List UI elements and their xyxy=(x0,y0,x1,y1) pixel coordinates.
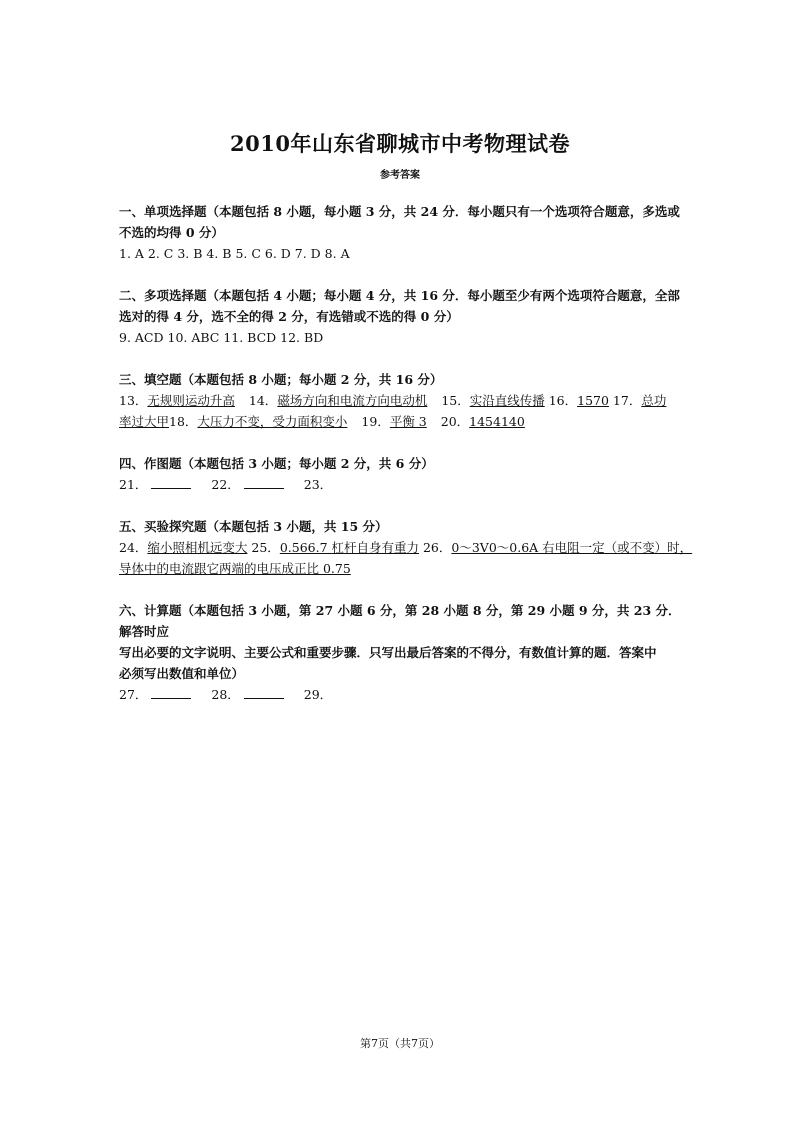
answer-line xyxy=(119,684,689,705)
answer-text: 磁场方向和电流方向电动机 xyxy=(277,393,428,408)
question-number: 15． xyxy=(441,393,470,408)
page-subtitle: 参考答案 xyxy=(380,170,420,181)
question-number: 17． xyxy=(612,393,642,408)
question-number: 24． xyxy=(119,540,148,555)
answer-text: 实沿直线传播 xyxy=(469,393,545,408)
question-number: 14． xyxy=(248,393,278,408)
answer-blank xyxy=(151,476,191,489)
answer-text: 大压力不变，受力面积变小 xyxy=(197,414,348,429)
answer-blank xyxy=(244,476,284,489)
answer-text: 总功 xyxy=(641,393,667,408)
answer-text: 1454140 xyxy=(469,414,525,429)
section-heading-cont: 选对的得 4 分，选不全的得 2 分，有选错或不选的得 0 分） xyxy=(119,309,459,324)
answer-text: 无规则运动升高 xyxy=(147,393,235,408)
answer-text: 0～3V0～0.6A 右电阻一定（或不变）时， xyxy=(451,540,693,555)
answer-text: 导体中的电流跟它两端的电压成正比 0.75 xyxy=(119,561,351,576)
answer-text: 缩小照相机远变大 xyxy=(147,540,248,555)
question-number: 25． xyxy=(251,540,280,555)
section-heading: 二、多项选择题（本题包括 4 小题；每小题 4 分，共 16 分．每小题至少有两个选项符合题意，全部 xyxy=(119,288,680,303)
answer-text: 0.566.7 杠杆自身有重力 xyxy=(279,540,419,555)
page-footer: 第7页（共7页） xyxy=(360,1037,440,1050)
answer-text: 1570 xyxy=(577,393,609,408)
section-heading-cont: 写出必要的文字说明、主要公式和重要步骤．只写出最后答案的不得分，有数值计算的题．答案中 xyxy=(119,645,657,660)
section-heading: 五、买验探究题（本题包括 3 小题，共 15 分） xyxy=(119,519,388,534)
answer-line xyxy=(119,390,689,411)
question-number: 27． xyxy=(119,687,148,702)
answer-blank xyxy=(151,686,191,699)
answer-line: 9. ACD 10. ABC 11. BCD 12. BD xyxy=(119,330,324,345)
section-fill-in xyxy=(119,369,689,432)
question-number: 18． xyxy=(169,414,198,429)
question-number: 16． xyxy=(548,393,578,408)
section-heading: 四、作图题（本题包括 3 小题；每小题 2 分，共 6 分） xyxy=(119,456,434,471)
answer-line xyxy=(119,411,689,432)
section-calculation xyxy=(119,600,689,705)
answer-line xyxy=(119,474,689,495)
question-number: 28． xyxy=(211,687,240,702)
answer-line xyxy=(119,558,689,579)
section-heading-cont: 不选的均得 0 分） xyxy=(119,225,224,240)
answer-text: 率过大甲 xyxy=(119,414,170,429)
section-heading: 三、填空题（本题包括 8 小题；每小题 2 分，共 16 分） xyxy=(119,372,443,387)
answer-line: 1. A 2. C 3. B 4. B 5. C 6. D 7. D 8. A xyxy=(119,246,350,261)
answer-blank xyxy=(244,686,284,699)
section-single-choice xyxy=(119,201,689,264)
section-heading: 一、单项选择题（本题包括 8 小题，每小题 3 分，共 24 分．每小题只有一个选项符合题意，多选或 xyxy=(119,204,680,219)
answer-line xyxy=(119,537,693,558)
section-drawing xyxy=(119,453,689,495)
question-number: 29． xyxy=(303,687,333,702)
section-heading-cont: 必须写出数值和单位） xyxy=(119,666,245,681)
question-number: 13． xyxy=(119,393,148,408)
question-number: 23． xyxy=(303,477,333,492)
answer-text: 平衡 3 xyxy=(389,414,427,429)
question-number: 21． xyxy=(119,477,148,492)
question-number: 22． xyxy=(211,477,240,492)
question-number: 20． xyxy=(440,414,470,429)
page-title: 2010年山东省聊城市中考物理试卷 xyxy=(230,131,570,156)
section-experiment xyxy=(119,516,693,579)
section-multiple-choice xyxy=(119,285,689,348)
question-number: 26． xyxy=(422,540,452,555)
question-number: 19． xyxy=(361,414,390,429)
section-heading: 六、计算题（本题包括 3 小题，第 27 小题 6 分，第 28 小题 8 分，第 29 小题 9 分，共 23 分．解答时应 xyxy=(119,603,681,639)
